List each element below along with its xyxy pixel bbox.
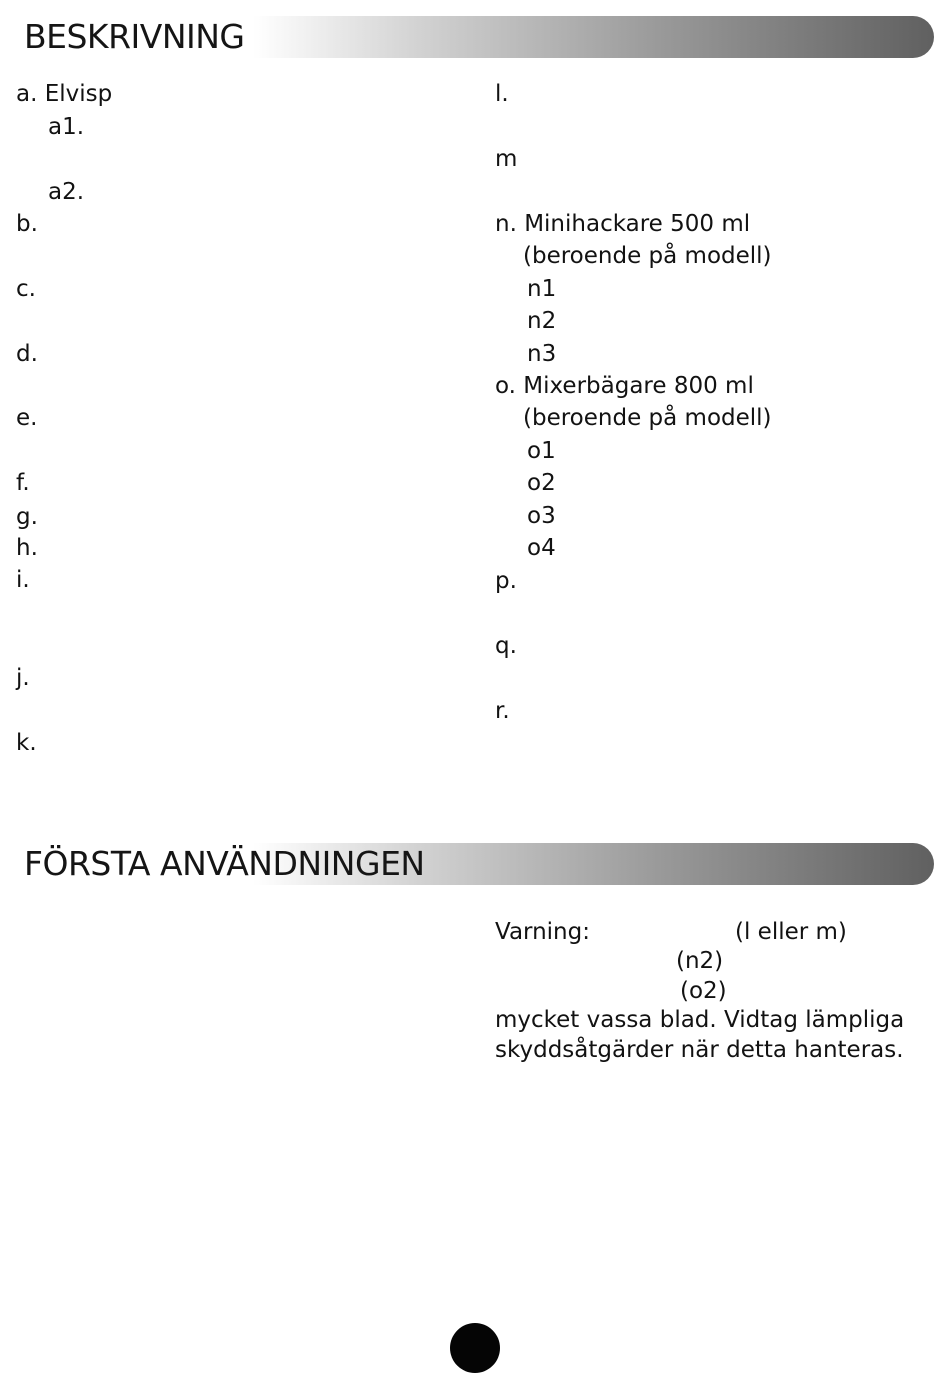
list-item-d: d. <box>16 341 38 367</box>
list-item-n: n. Minihackare 500 ml <box>495 211 751 237</box>
warning-ref-l-m: (l eller m) <box>735 919 847 945</box>
section-title-forsta-anvandningen: FÖRSTA ANVÄNDNINGEN <box>24 844 425 883</box>
list-item-n-note: (beroende på modell) <box>523 243 772 269</box>
list-item-b: b. <box>16 211 38 237</box>
list-item-q: q. <box>495 633 517 659</box>
list-item-o2: o2 <box>527 470 556 496</box>
list-item-l: l. <box>495 81 509 107</box>
list-item-n2: n2 <box>527 308 557 334</box>
list-item-a2: a2. <box>48 179 85 205</box>
list-item-o1: o1 <box>527 438 556 464</box>
list-item-a: a. Elvisp <box>16 81 113 107</box>
warning-line-5: skyddsåtgärder när detta hanteras. <box>495 1036 904 1063</box>
list-item-o3: o3 <box>527 503 556 529</box>
list-item-e: e. <box>16 405 38 431</box>
list-item-o: o. Mixerbägare 800 ml <box>495 373 754 399</box>
warning-paragraph <box>495 918 940 1065</box>
warning-line-4: mycket vassa blad. Vidtag lämpliga <box>495 1007 905 1034</box>
list-item-n3: n3 <box>527 341 557 367</box>
warning-ref-n2: (n2) <box>676 948 724 975</box>
list-item-f: f. <box>16 470 30 496</box>
list-item-g: g. <box>16 504 38 530</box>
list-item-m: m <box>495 146 518 172</box>
list-item-j: j. <box>16 665 30 691</box>
list-item-n1: n1 <box>527 276 557 302</box>
list-item-i: i. <box>16 567 30 593</box>
list-item-p: p. <box>495 568 517 594</box>
list-item-k: k. <box>16 730 37 756</box>
list-item-o4: o4 <box>527 535 556 561</box>
list-item-a1: a1. <box>48 114 85 140</box>
list-item-r: r. <box>495 698 510 724</box>
list-item-o-note: (beroende på modell) <box>523 405 772 431</box>
list-item-h: h. <box>16 535 38 561</box>
page-number-dot <box>450 1323 500 1373</box>
section-title-beskrivning: BESKRIVNING <box>24 17 245 56</box>
warning-label: Varning: <box>495 919 590 945</box>
list-item-c: c. <box>16 276 36 302</box>
warning-ref-o2: (o2) <box>680 977 727 1004</box>
section-header-band <box>14 16 934 58</box>
section-header-band <box>14 843 934 885</box>
